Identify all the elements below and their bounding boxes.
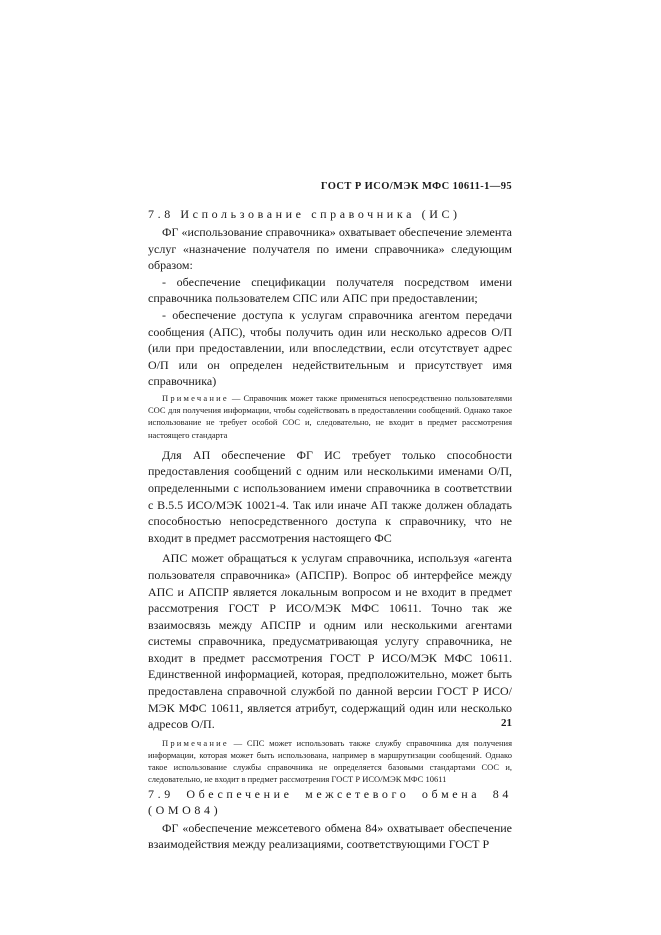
section-heading-7-9: 7.9 Обеспечение межсетевого обмена 84: [148, 786, 512, 801]
note-2-label: Примечание: [162, 737, 229, 748]
section-7-8-paragraph-1: ФГ «использование справочника» охватывает обеспечение элемента услуг «назначение получателя по имени справочника» следующим образом:: [148, 225, 512, 273]
page-content: [148, 206, 512, 853]
section-7-8-paragraph-4: Для АП обеспечение ФГ ИС требует только способности предоставления сообщений с одним или несколькими именами О/П, определенными с использованием имени справочника в соответствии с В.5.5 ИСО/МЭК 10021-4. Так или иначе АП также должен обладать способностью непосредственного доступа к справочнику, что не входит в предмет рассмотрения настоящего ФС: [148, 447, 512, 545]
section-7-8-list-item-2: - обеспечение доступа к услугам справочника агентом передачи сообщения (АПС), чтобы получить один или несколько адресов О/П (или при предоставлении, или впоследствии, если отсутствует адрес О/П или он определен недействительным и присутствует имя справочника): [148, 307, 512, 389]
section-7-8-list-item-1: - обеспечение спецификации получателя посредством имени справочника пользователем СПС или АПС при предоставлении;: [148, 274, 512, 306]
running-header: ГОСТ Р ИСО/МЭК МФС 10611-1—95: [320, 181, 512, 192]
section-7-8-paragraph-5: АПС может обращаться к услугам справочника, используя «агента пользователя справочника» (АПСПР). Вопрос об интерфейсе между АПС и АПСПР является локальным вопросом и не входит в предмет рассмотрения ГОСТ Р ИСО/МЭК МФС 10611. Точно так же взаимосвязь между АПСПР и одним или несколькими агентами системы справочника, предусматривающая услугу справочника, не входит в предмет рассмотрения ГОСТ Р ИСО/МЭК МФС 10611. Единственной информацией, которая, предположительно, может быть предоставлена справочной службой по данной версии ГОСТ Р ИСО/МЭК МФС 10611, является атрибут, содержащий один или несколько адресов О/П.: [148, 551, 512, 732]
note-1: [148, 392, 512, 441]
note-2-text: — СПС может использовать также службу справочника для получения информации, которая может быть использована, например в маршрутизации сообщений. Однако такое использование службы справочника не определяется базовыми стандартами СОС и, следовательно, не входит в предмет рассмотрения ГОСТ Р ИСО/МЭК МФС 10611: [148, 737, 512, 785]
note-2: [148, 737, 512, 786]
page-number: 21: [501, 717, 512, 729]
note-1-text: — Справочник может также применяться непосредственно пользователями СОС для получения информации, чтобы содействовать в предоставлении сообщений. Однако такое использование не требует особой СОС и, следовательно, не входит в предмет рассмотрения настоящего стандарта: [148, 392, 512, 440]
section-heading-7-9-abbrev: (ОМО84): [148, 802, 222, 817]
section-heading-7-8: 7.8 Использование справочника (ИС): [148, 207, 461, 221]
section-7-9-paragraph-1: ФГ «обеспечение межсетевого обмена 84» охватывает обеспечение взаимодействия между реализациями, соответствующими ГОСТ Р: [148, 820, 512, 852]
note-1-label: Примечание: [162, 392, 229, 403]
